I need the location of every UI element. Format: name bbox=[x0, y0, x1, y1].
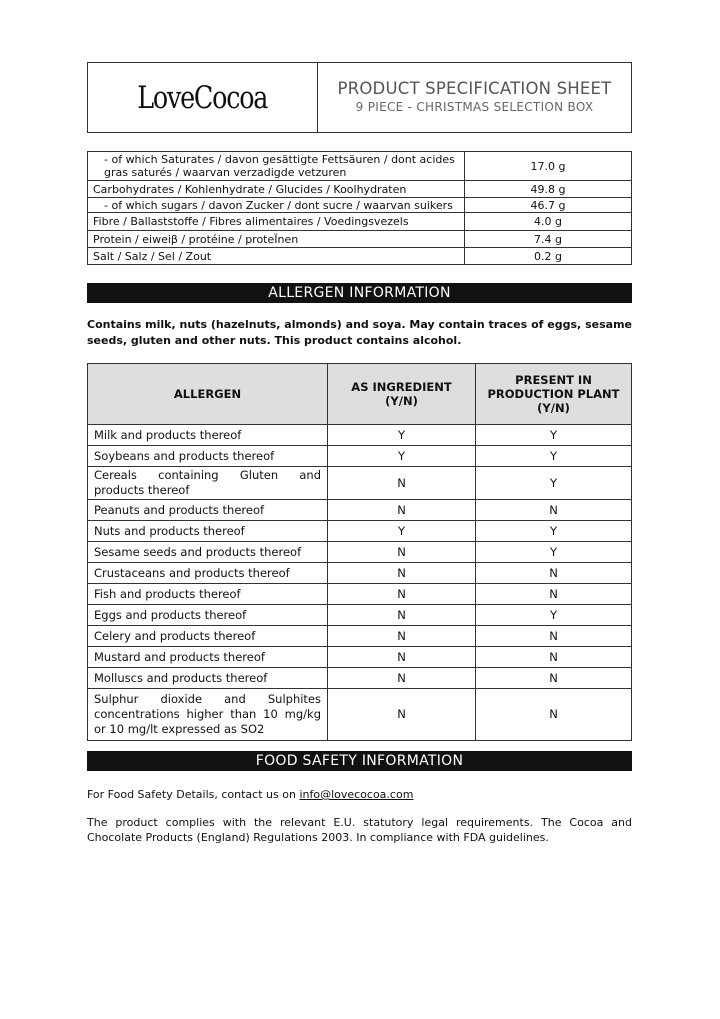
table-row bbox=[88, 668, 632, 689]
table-row bbox=[88, 231, 632, 248]
contact-text: For Food Safety Details, contact us on bbox=[87, 788, 300, 801]
allergen-name: Molluscs and products thereof bbox=[88, 668, 328, 689]
table-header-row bbox=[88, 364, 632, 425]
table-row bbox=[88, 152, 632, 181]
as-ingredient-value: N bbox=[328, 563, 476, 584]
allergen-name: Fish and products thereof bbox=[88, 584, 328, 605]
document-subtitle: 9 PIECE - CHRISTMAS SELECTION BOX bbox=[355, 100, 594, 114]
table-row bbox=[88, 626, 632, 647]
in-plant-value: N bbox=[476, 563, 632, 584]
title-cell bbox=[318, 63, 631, 132]
in-plant-value: N bbox=[476, 584, 632, 605]
nutrient-label: Fibre / Ballaststoffe / Fibres alimentaires / Voedingsvezels bbox=[88, 213, 465, 231]
allergen-name: Nuts and products thereof bbox=[88, 521, 328, 542]
as-ingredient-value: N bbox=[328, 689, 476, 741]
nutrient-label: Salt / Salz / Sel / Zout bbox=[88, 248, 465, 265]
nutrient-label: Carbohydrates / Kohlenhydrate / Glucides / Koolhydraten bbox=[88, 181, 465, 198]
table-row bbox=[88, 425, 632, 446]
in-plant-value: Y bbox=[476, 521, 632, 542]
nutrient-label: - of which sugars / davon Zucker / dont sucre / waarvan suikers bbox=[88, 198, 465, 213]
in-plant-value: N bbox=[476, 668, 632, 689]
table-row bbox=[88, 181, 632, 198]
table-row bbox=[88, 467, 632, 500]
in-plant-value: N bbox=[476, 626, 632, 647]
header-box bbox=[87, 62, 632, 133]
brand-logo: LoveCocoa bbox=[137, 79, 268, 116]
logo-cell bbox=[88, 63, 318, 132]
table-row bbox=[88, 213, 632, 231]
allergen-name: Mustard and products thereof bbox=[88, 647, 328, 668]
food-safety-heading: FOOD SAFETY INFORMATION bbox=[87, 751, 632, 771]
table-row bbox=[88, 647, 632, 668]
allergen-name: Peanuts and products thereof bbox=[88, 500, 328, 521]
column-header-ingredient: AS INGREDIENT (Y/N) bbox=[328, 364, 476, 425]
nutrition-table bbox=[87, 151, 632, 265]
nutrient-value: 7.4 g bbox=[465, 231, 632, 248]
table-row bbox=[88, 500, 632, 521]
in-plant-value: Y bbox=[476, 446, 632, 467]
allergen-name: Milk and products thereof bbox=[88, 425, 328, 446]
table-row bbox=[88, 584, 632, 605]
in-plant-value: Y bbox=[476, 425, 632, 446]
as-ingredient-value: N bbox=[328, 668, 476, 689]
allergen-name: Sesame seeds and products thereof bbox=[88, 542, 328, 563]
allergen-heading: ALLERGEN INFORMATION bbox=[87, 283, 632, 303]
allergen-name: Sulphur dioxide and Sulphites concentrations higher than 10 mg/kg or 10 mg/lt expressed as SO2 bbox=[88, 689, 328, 741]
in-plant-value: N bbox=[476, 689, 632, 741]
allergen-name: Celery and products thereof bbox=[88, 626, 328, 647]
food-safety-contact bbox=[87, 788, 413, 801]
column-header-allergen: ALLERGEN bbox=[88, 364, 328, 425]
table-row bbox=[88, 446, 632, 467]
nutrient-value: 17.0 g bbox=[465, 152, 632, 181]
allergen-table bbox=[87, 363, 632, 741]
as-ingredient-value: N bbox=[328, 500, 476, 521]
as-ingredient-value: N bbox=[328, 605, 476, 626]
as-ingredient-value: N bbox=[328, 542, 476, 563]
table-row bbox=[88, 198, 632, 213]
table-row bbox=[88, 248, 632, 265]
allergen-statement: Contains milk, nuts (hazelnuts, almonds) and soya. May contain traces of eggs, sesame seeds, gluten and other nuts. This product contains alcohol. bbox=[87, 318, 632, 347]
in-plant-value: Y bbox=[476, 542, 632, 563]
as-ingredient-value: Y bbox=[328, 425, 476, 446]
allergen-name: Cereals containing Gluten and products thereof bbox=[88, 467, 328, 500]
allergen-name: Soybeans and products thereof bbox=[88, 446, 328, 467]
in-plant-value: Y bbox=[476, 605, 632, 626]
table-row bbox=[88, 689, 632, 741]
as-ingredient-value: N bbox=[328, 584, 476, 605]
as-ingredient-value: Y bbox=[328, 446, 476, 467]
in-plant-value: Y bbox=[476, 467, 632, 500]
nutrient-value: 4.0 g bbox=[465, 213, 632, 231]
allergen-table-body bbox=[88, 425, 632, 741]
in-plant-value: N bbox=[476, 647, 632, 668]
allergen-name: Eggs and products thereof bbox=[88, 605, 328, 626]
as-ingredient-value: N bbox=[328, 626, 476, 647]
nutrient-label: Protein / eiweiβ / protéine / proteÏnen bbox=[88, 231, 465, 248]
allergen-name: Crustaceans and products thereof bbox=[88, 563, 328, 584]
nutrient-label: - of which Saturates / davon gesättigte Fettsäuren / dont acides gras saturés / waarvan verzadigde vetzuren bbox=[88, 152, 465, 181]
nutrient-value: 49.8 g bbox=[465, 181, 632, 198]
column-header-plant: PRESENT IN PRODUCTION PLANT (Y/N) bbox=[476, 364, 632, 425]
in-plant-value: N bbox=[476, 500, 632, 521]
nutrient-value: 0.2 g bbox=[465, 248, 632, 265]
table-row bbox=[88, 542, 632, 563]
table-row bbox=[88, 563, 632, 584]
as-ingredient-value: Y bbox=[328, 521, 476, 542]
document-title: PRODUCT SPECIFICATION SHEET bbox=[337, 79, 612, 98]
nutrient-value: 46.7 g bbox=[465, 198, 632, 213]
as-ingredient-value: N bbox=[328, 467, 476, 500]
compliance-statement: The product complies with the relevant E.U. statutory legal requirements. The Cocoa and Chocolate Products (England) Regulations 2003. In compliance with FDA guidelines. bbox=[87, 816, 632, 844]
as-ingredient-value: N bbox=[328, 647, 476, 668]
table-row bbox=[88, 605, 632, 626]
contact-email-link[interactable]: info@lovecocoa.com bbox=[299, 788, 414, 801]
table-row bbox=[88, 521, 632, 542]
